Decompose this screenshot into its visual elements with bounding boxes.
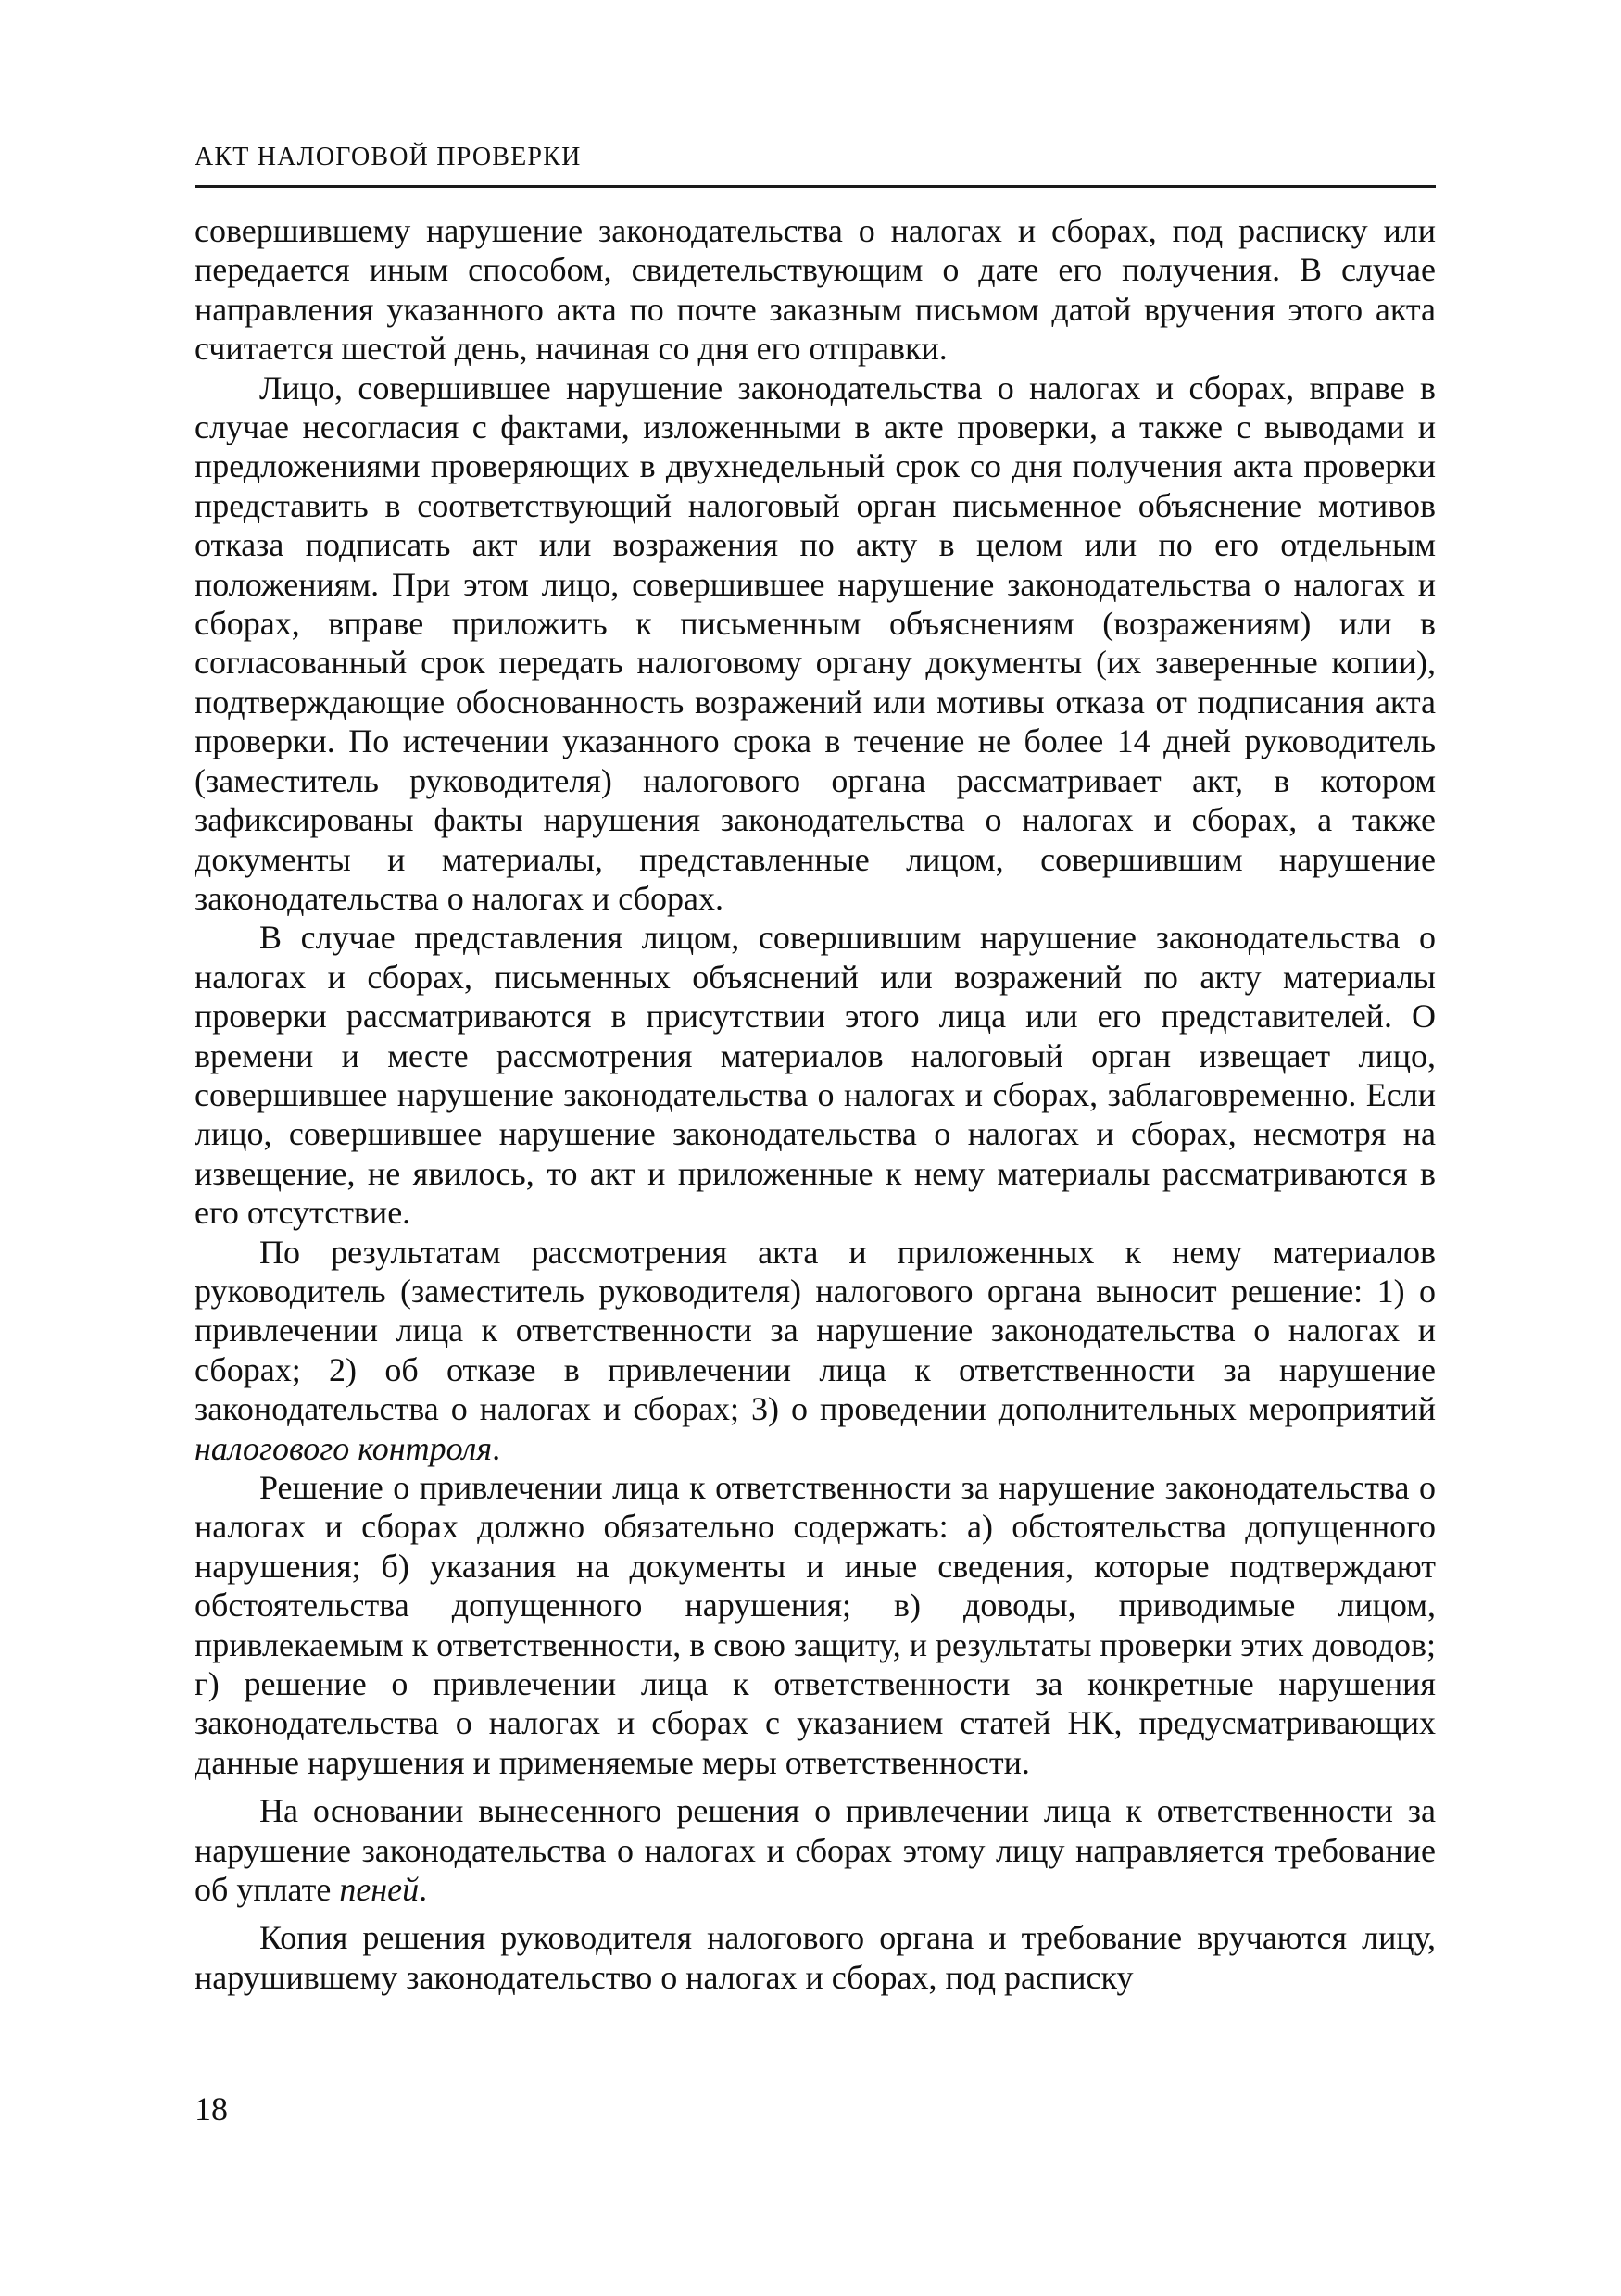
paragraph-4-text: По результатам рассмотрения акта и приложенных к нему материалов руководитель (заместитель руководителя) налогового органа выносит решение: 1) о привлечении лица к ответственности за нарушение законодательства о налогах и сборах; 2) об отказе в привлечении лица к ответственности за нарушение законодательства о налогах и сборах; 3) о проведении дополнительных мероприятий	[195, 1233, 1436, 1428]
paragraph-7-text: Копия решения руководителя налогового органа и требование вручаются лицу, нарушившему законодательство о налогах и сборах, под расписку	[195, 1919, 1436, 1996]
body-text	[195, 211, 1436, 1997]
paragraph-6-tail: .	[419, 1871, 428, 1909]
paragraph-1-text: совершившему нарушение законодательства о налогах и сборах, под расписку или передается иным способом, свидетельствующим о дате его получения. В случае направления указанного акта по почте заказным письмом датой вручения этого акта считается шестой день, начиная со дня его отправки.	[195, 212, 1436, 368]
running-header: АКТ НАЛОГОВОЙ ПРОВЕРКИ	[195, 143, 582, 171]
header-rule	[195, 185, 1436, 188]
paragraph-4	[195, 1233, 1436, 1468]
paragraph-2-text: Лицо, совершившее нарушение законодательства о налогах и сборах, вправе в случае несогласия с фактами, изложенными в акте проверки, а также с выводами и предложениями проверяющих в двухнедельный срок со дня получения акта проверки представить в соответствующий налоговый орган письменное объяснение мотивов отказа подписать акт или возражения по акту в целом или по его отдельным положениям. При этом лицо, совершившее нарушение законодательства о налогах и сборах, вправе приложить к письменным объяснениям (возражениям) или в согласованный срок передать налоговому органу документы (их заверенные копии), подтверждающие обоснованность возражений или мотивы отказа от подписания акта проверки. По истечении указанного срока в течение не более 14 дней руководитель (заместитель руководителя) налогового органа рассматривает акт, в котором зафиксированы факты нарушения законодательства о налогах и сборах, а также документы и материалы, представленные лицом, совершившим нарушение законодательства о налогах и сборах.	[195, 369, 1436, 917]
paragraph-2	[195, 369, 1436, 919]
paragraph-7	[195, 1918, 1436, 1997]
paragraph-3-text: В случае представления лицом, совершившим нарушение законодательства о налогах и сборах, письменных объяснений или возражений по акту материалы проверки рассматриваются в присутствии этого лица или его представителей. О времени и месте рассмотрения материалов налоговый орган извещает лицо, совершившее нарушение законодательства о налогах и сборах, заблаговременно. Если лицо, совершившее нарушение законодательства о налогах и сборах, несмотря на извещение, не явилось, то акт и приложенные к нему материалы рассматриваются в его отсутствие.	[195, 919, 1436, 1232]
paragraph-3	[195, 918, 1436, 1232]
paragraph-4-tail: .	[492, 1429, 501, 1467]
paragraph-6-italic-term: пеней	[339, 1871, 420, 1909]
page-number: 18	[195, 2090, 228, 2127]
paragraph-4-italic-term: налогового контроля	[195, 1429, 493, 1467]
paragraph-5	[195, 1468, 1436, 1782]
paragraph-6	[195, 1791, 1436, 1909]
paragraph-6-text: На основании вынесенного решения о привлечении лица к ответственности за нарушение законодательства о налогах и сборах этому лицу направляется требование об уплате	[195, 1792, 1436, 1909]
paragraph-5-text: Решение о привлечении лица к ответственности за нарушение законодательства о налогах и сборах должно обязательно содержать: а) обстоятельства допущенного нарушения; б) указания на документы и иные сведения, которые подтверждают обстоятельства допущенного нарушения; в) доводы, приводимые лицом, привлекаемым к ответственности, в свою защиту, и результаты проверки этих доводов; г) решение о привлечении лица к ответственности за конкретные нарушения законодательства о налогах и сборах с указанием статей НК, предусматривающих данные нарушения и применяемые меры ответственности.	[195, 1469, 1436, 1781]
paragraph-1	[195, 211, 1436, 369]
